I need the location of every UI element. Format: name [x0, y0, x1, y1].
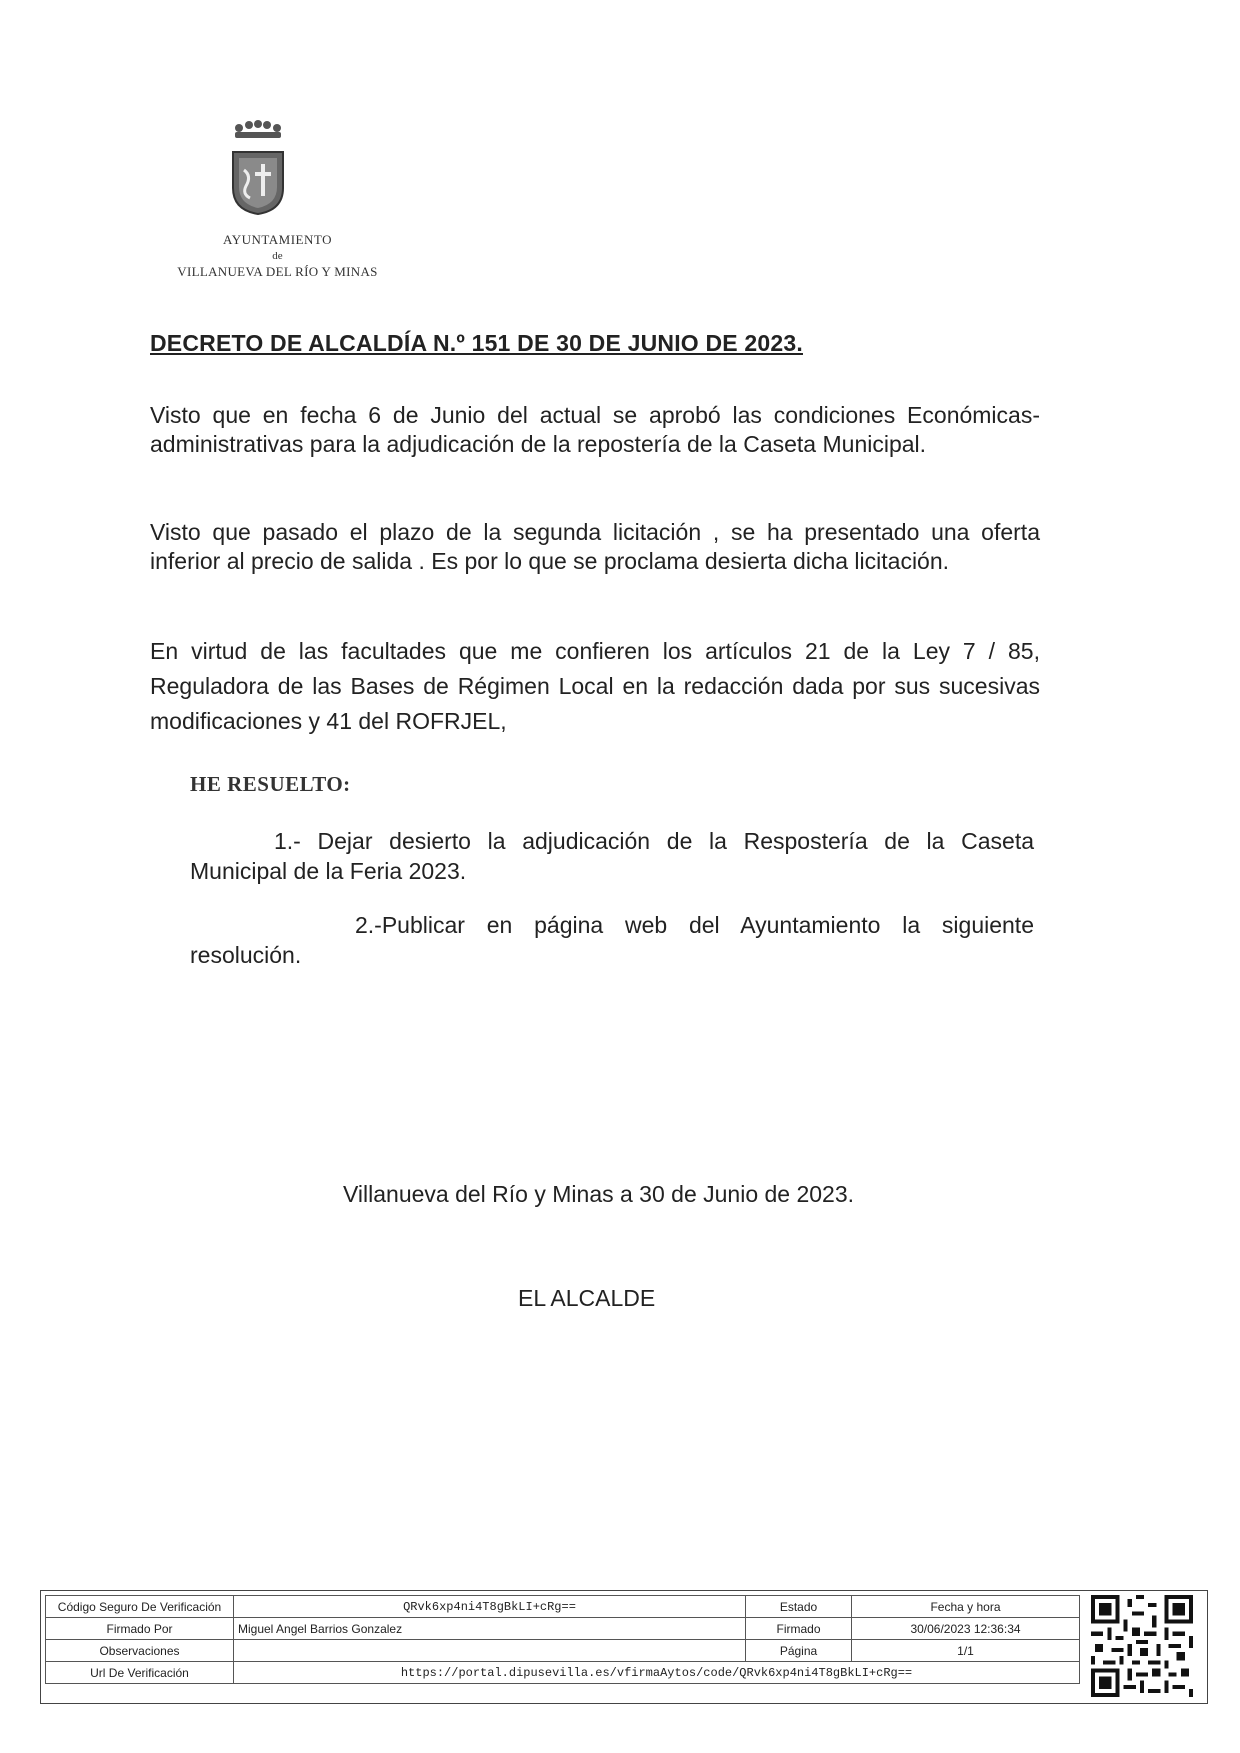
- signed-by-value: Miguel Angel Barrios Gonzalez: [234, 1618, 746, 1640]
- resolution-item-1: 1.- Dejar desierto la adjudicación de la Respostería de la Caseta Municipal de la Feria 2023.: [190, 828, 1034, 884]
- decree-title: DECRETO DE ALCALDÍA N.º 151 DE 30 DE JUNIO DE 2023.: [150, 330, 803, 356]
- signed-by-label: Firmado Por: [46, 1618, 234, 1640]
- table-row: [46, 1596, 1080, 1618]
- table-row: [46, 1618, 1080, 1640]
- paragraph-1: Visto que en fecha 6 de Junio del actual se aprobó las condiciones Económicas-administrativas para la adjudicación de la repostería de la Caseta Municipal.: [150, 402, 1040, 457]
- verification-table: [45, 1595, 1080, 1684]
- municipality-name: [150, 232, 405, 280]
- paragraph-3: En virtud de las facultades que me confieren los artículos 21 de la Ley 7 / 85, Reguladora de las Bases de Régimen Local en la redacción dada por sus sucesivas modificaciones y 41 del ROFRJEL,: [150, 638, 1040, 734]
- resolved-heading: HE RESUELTO:: [190, 772, 351, 796]
- url-value[interactable]: https://portal.dipusevilla.es/vfirmaAytos/code/QRvk6xp4ni4T8gBkLI+cRg==: [234, 1662, 1080, 1684]
- signer-title: EL ALCALDE: [518, 1285, 656, 1311]
- page-value: 1/1: [852, 1640, 1080, 1662]
- observations-label: Observaciones: [46, 1640, 234, 1662]
- datetime-label: Fecha y hora: [852, 1596, 1080, 1618]
- place-and-date: Villanueva del Río y Minas a 30 de Junio de 2023.: [343, 1181, 855, 1207]
- org-line-2: de: [272, 250, 283, 262]
- paragraph-2: Visto que pasado el plazo de la segunda licitación , se ha presentado una oferta inferior al precio de salida . Es por lo que se proclama desierta dicha licitación.: [150, 519, 1040, 574]
- status-value: Firmado: [746, 1618, 852, 1640]
- resolution-item-2: 2.-Publicar en página web del Ayuntamiento la siguiente resolución.: [190, 912, 1034, 968]
- table-row: [46, 1662, 1080, 1684]
- org-line-3: VILLANUEVA DEL RÍO Y MINAS: [177, 264, 378, 279]
- code-label: Código Seguro De Verificación: [46, 1596, 234, 1618]
- page-label: Página: [746, 1640, 852, 1662]
- datetime-value: 30/06/2023 12:36:34: [852, 1618, 1080, 1640]
- url-label: Url De Verificación: [46, 1662, 234, 1684]
- qr-code-icon: [1091, 1595, 1193, 1697]
- code-value: QRvk6xp4ni4T8gBkLI+cRg==: [234, 1596, 746, 1618]
- table-row: [46, 1640, 1080, 1662]
- org-line-1: AYUNTAMIENTO: [223, 232, 332, 247]
- verification-box: [40, 1590, 1208, 1704]
- status-label: Estado: [746, 1596, 852, 1618]
- observations-value: [234, 1640, 746, 1662]
- municipal-coat-of-arms-icon: [225, 118, 291, 218]
